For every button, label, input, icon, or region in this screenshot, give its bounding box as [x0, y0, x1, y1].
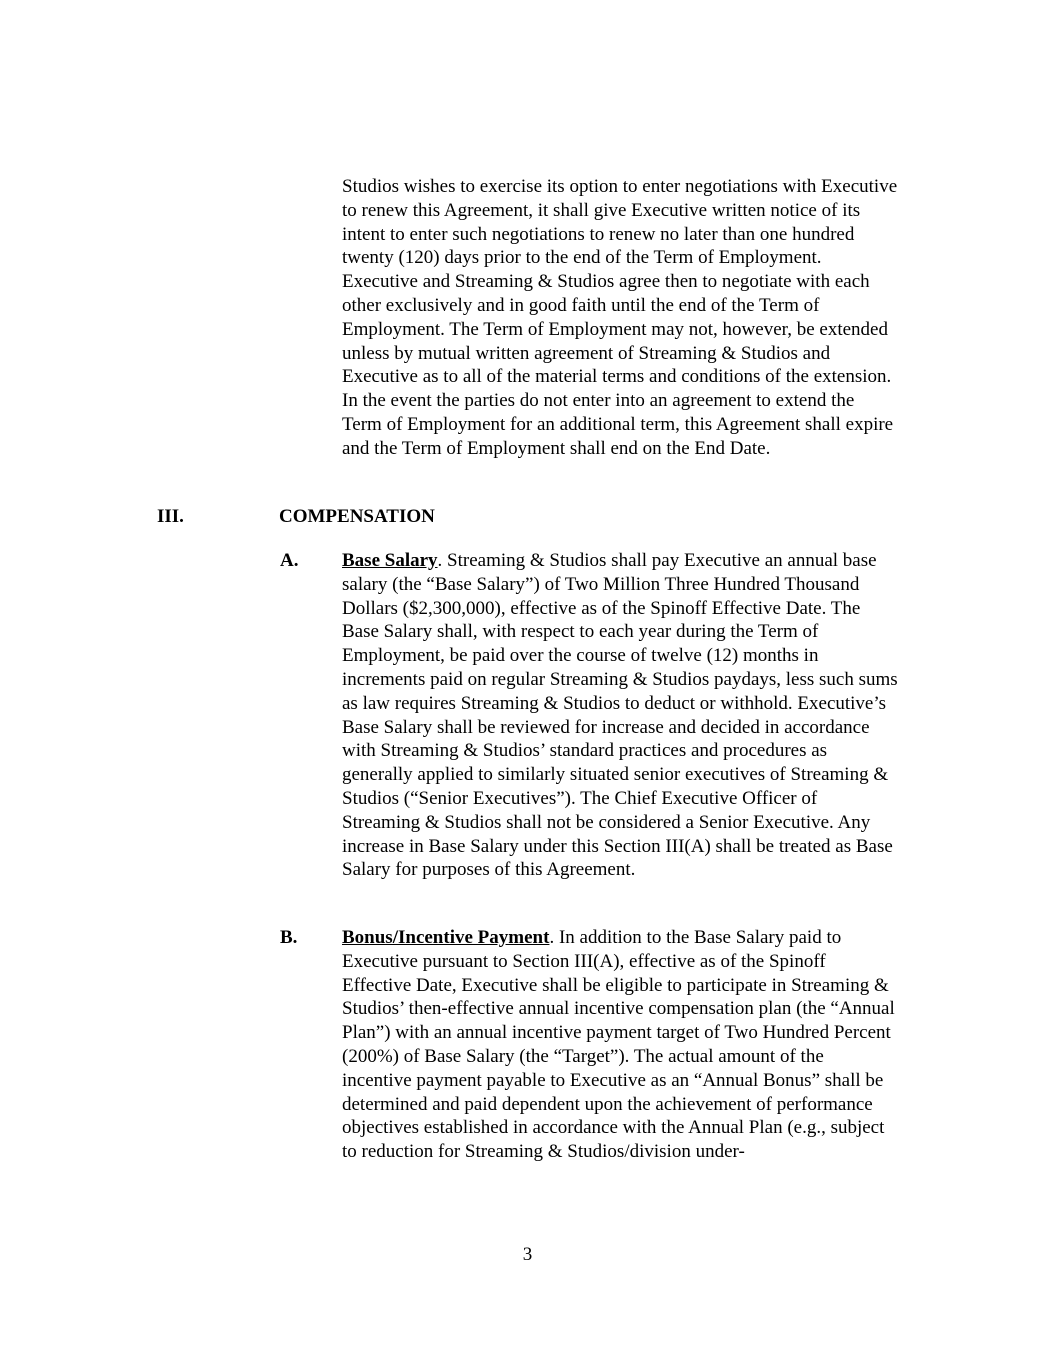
- subsection-caption: Bonus/Incentive Payment: [342, 927, 550, 948]
- section-title: COMPENSATION: [279, 506, 435, 527]
- subsection-body: [342, 926, 898, 1164]
- subsection-caption: Base Salary: [342, 550, 438, 571]
- subsection-letter: A.: [280, 550, 299, 571]
- subsection-body: [342, 549, 898, 882]
- subsection-text: . In addition to the Base Salary paid to Executive pursuant to Section III(A), effective as of the Spinoff Effective Date, Executive shall be eligible to participate in Streaming & Studios’ then-effective annual incentive compensation plan (the “Annual Plan”) with an annual incentive payment target of Two Hundred Percent (200%) of Base Salary (the “Target”). The actual amount of the incentive payment payable to Executive as an “Annual Bonus” shall be determined and paid dependent upon the achievement of performance objectives established in accordance with the Annual Plan (e.g., subject to reduction for Streaming & Studios/division under-: [342, 927, 895, 1163]
- subsection-letter: B.: [280, 927, 298, 948]
- page-number: 3: [522, 1244, 533, 1265]
- section-number: III.: [157, 506, 184, 527]
- intro-paragraph: Studios wishes to exercise its option to enter negotiations with Executive to renew this Agreement, it shall give Executive written notice of its intent to enter such negotiations to renew no later than one hundred twenty (120) days prior to the end of the Term of Employment. Executive and Streaming & Studios agree then to negotiate with each other exclusively and in good faith until the end of the Term of Employment. The Term of Employment may not, however, be extended unless by mutual written agreement of Streaming & Studios and Executive as to all of the material terms and conditions of the extension. In the event the parties do not enter into an agreement to extend the Term of Employment for an additional term, this Agreement shall expire and the Term of Employment shall end on the End Date.: [342, 176, 898, 459]
- subsection-text: . Streaming & Studios shall pay Executive an annual base salary (the “Base Salary”) of Two Million Three Hundred Thousand Dollars ($2,300,000), effective as of the Spinoff Effective Date. The Base Salary shall, with respect to each year during the Term of Employment, be paid over the course of twelve (12) months in increments paid on regular Streaming & Studios paydays, less such sums as law requires Streaming & Studios to deduct or withhold. Executive’s Base Salary shall be reviewed for increase and decided in accordance with Streaming & Studios’ standard practices and procedures as generally applied to similarly situated senior executives of Streaming & Studios (“Senior Executives”). The Chief Executive Officer of Streaming & Studios shall not be considered a Senior Executive. Any increase in Base Salary under this Section III(A) shall be treated as Base Salary for purposes of this Agreement.: [342, 550, 898, 881]
